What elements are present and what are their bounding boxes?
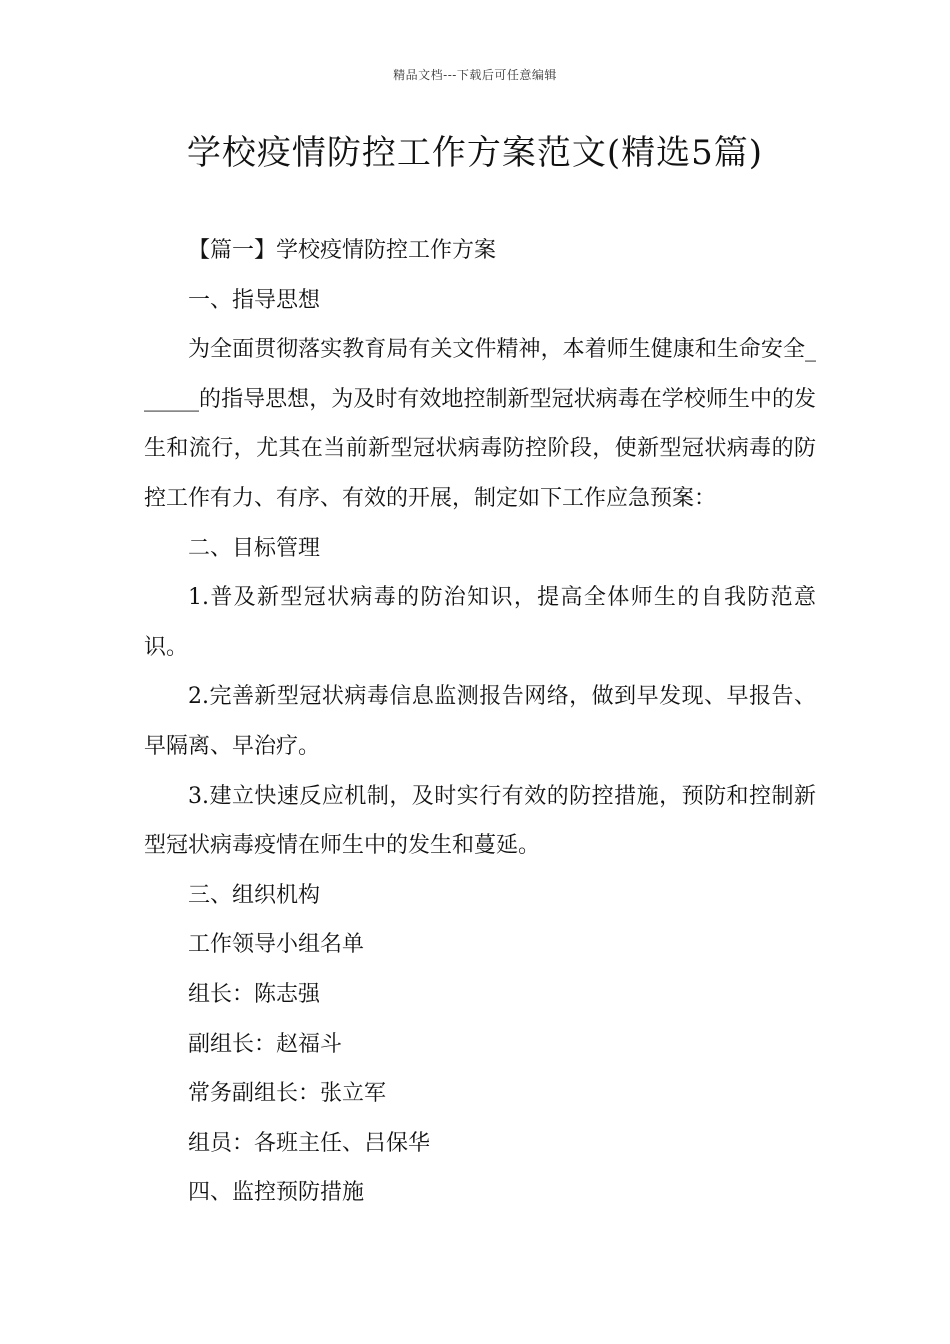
goal-item-1: 1.普及新型冠状病毒的防治知识，提高全体师生的自我防范意识。 [144,585,816,660]
page-header-note: 精品文档---下载后可任意编辑 [393,68,557,82]
paragraph-guiding-ideology: 为全面贯彻落实教育局有关文件精神，本着师生健康和生命安全______的指导思想，为及时有效地控制新型冠状病毒在学校师生中的发生和流行，尤其在当前新型冠状病毒防控阶段，使新型冠状病毒的防控工作有力、有序、有效的开展，制定如下工作应急预案： [144,337,816,511]
heading-organization: 三、组织机构 [188,882,321,908]
leader-entry: 组长：陈志强 [188,981,321,1007]
leadership-list-title: 工作领导小组名单 [188,932,365,958]
executive-deputy-entry: 常务副组长：张立军 [188,1081,387,1107]
goal-item-2: 2.完善新型冠状病毒信息监测报告网络，做到早发现、早报告、早隔离、早治疗。 [144,684,816,759]
document-body [144,226,816,1218]
deputy-leader-entry: 副组长：赵福斗 [188,1031,343,1057]
document-title: 学校疫情防控工作方案范文(精选5篇) [186,133,764,173]
heading-goal-management: 二、目标管理 [188,535,321,561]
members-entry: 组员：各班主任、吕保华 [188,1130,431,1156]
goal-item-3: 3.建立快速反应机制，及时实行有效的防控措施，预防和控制新型冠状病毒疫情在师生中的发生和蔓延。 [144,783,816,859]
heading-prevention-measures: 四、监控预防措施 [188,1180,365,1206]
heading-guiding-ideology: 一、指导思想 [188,287,321,313]
section-heading-part-one: 【篇一】学校疫情防控工作方案 [188,238,497,263]
